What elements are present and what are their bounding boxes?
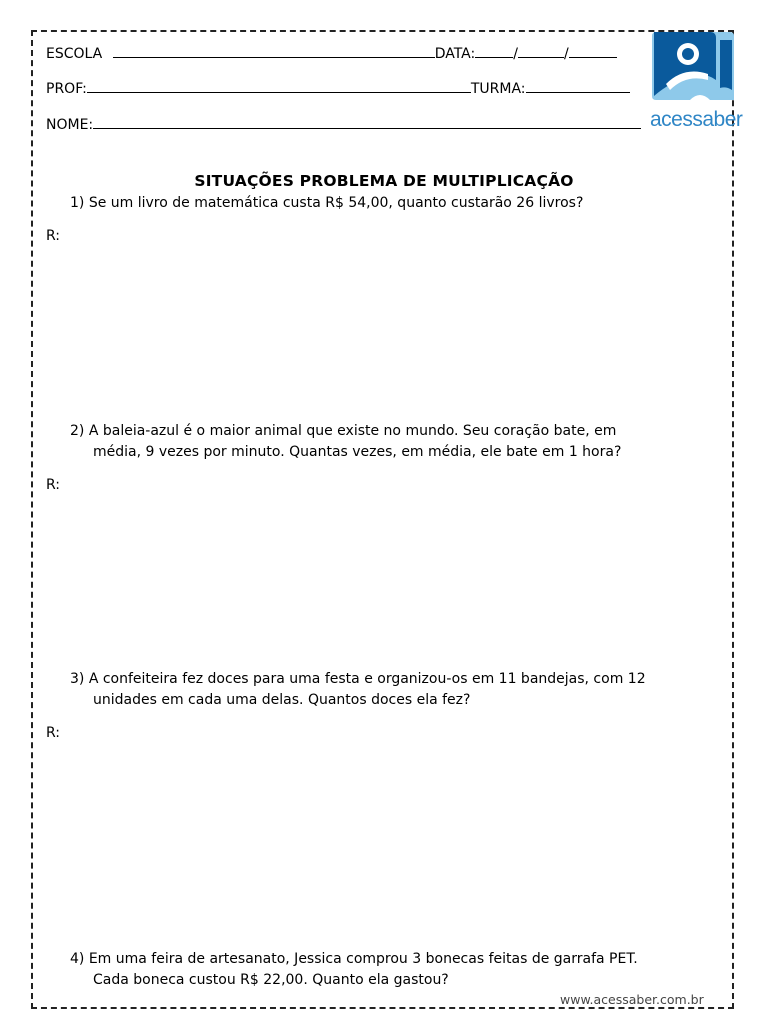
question-text: Se um livro de matemática custa R$ 54,00, quanto custarão 26 livros? xyxy=(88,195,584,211)
question-4 xyxy=(70,949,638,991)
page-title: SITUAÇÕES PROBLEMA DE MULTIPLICAÇÃO xyxy=(194,172,574,190)
question-number: 4) xyxy=(70,951,85,967)
footer-url[interactable]: www.acessaber.com.br xyxy=(560,992,704,1007)
question-number: 2) xyxy=(70,423,85,439)
escola-label: ESCOLA xyxy=(46,46,103,62)
question-text-cont: média, 9 vezes por minuto. Quantas vezes, em média, ele bate em 1 hora? xyxy=(93,444,622,460)
question-2 xyxy=(70,421,621,463)
question-text: A confeiteira fez doces para uma festa e organizou-os em 11 bandejas, com 12 xyxy=(88,671,646,687)
date-separator-1: / xyxy=(513,46,518,62)
question-number: 1) xyxy=(70,195,85,211)
question-text-cont: unidades em cada uma delas. Quantos doces ela fez? xyxy=(93,692,471,708)
question-text: Em uma feira de artesanato, Jessica comprou 3 bonecas feitas de garrafa PET. xyxy=(88,951,638,967)
answer-label-2: R: xyxy=(46,477,61,493)
escola-row xyxy=(46,44,617,63)
escola-field[interactable] xyxy=(113,44,435,58)
question-text: A baleia-azul é o maior animal que existe no mundo. Seu coração bate, em xyxy=(88,423,617,439)
answer-label-3: R: xyxy=(46,725,61,741)
turma-label: TURMA: xyxy=(470,81,526,97)
prof-field[interactable] xyxy=(87,79,471,93)
date-month-field[interactable] xyxy=(518,44,564,58)
acessaber-logo xyxy=(650,30,743,134)
date-separator-2: / xyxy=(563,46,569,62)
prof-row xyxy=(46,79,630,98)
answer-label-1: R: xyxy=(46,228,61,244)
nome-row xyxy=(46,115,641,134)
prof-label: PROF: xyxy=(46,81,87,97)
question-text-cont: Cada boneca custou R$ 22,00. Quanto ela gastou? xyxy=(93,972,449,988)
acessaber-logo-icon xyxy=(650,30,736,110)
date-day-field[interactable] xyxy=(475,44,513,58)
question-1 xyxy=(70,193,583,214)
turma-field[interactable] xyxy=(526,79,630,93)
question-3 xyxy=(70,669,646,711)
nome-label: NOME: xyxy=(46,117,94,133)
date-year-field[interactable] xyxy=(569,44,617,58)
question-number: 3) xyxy=(70,671,85,687)
nome-field[interactable] xyxy=(93,115,641,129)
logo-wordmark: acessaber xyxy=(650,108,743,131)
data-label: DATA: xyxy=(434,46,476,62)
